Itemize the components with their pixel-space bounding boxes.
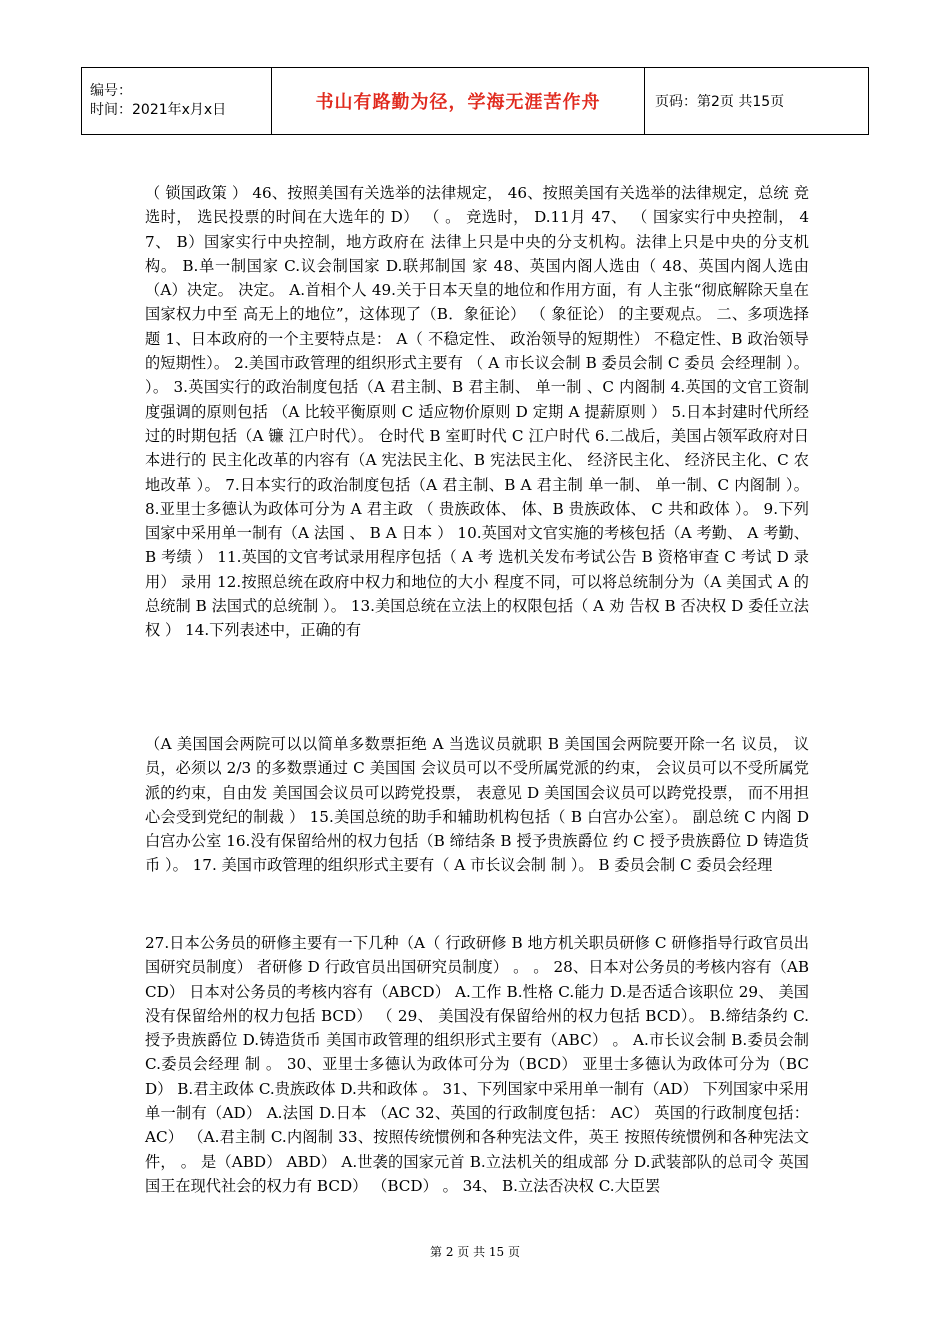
header-table <box>81 67 869 135</box>
header-page-info: 页码：第2页 共15页 <box>645 68 869 135</box>
page-footer: 第 2 页 共 15 页 <box>430 1245 520 1259</box>
doc-time-label: 时间：2021年x月x日 <box>90 102 227 118</box>
body-paragraph-3: 27.日本公务员的研修主要有一下几种（A（ 行政研修 B 地方机关职员研修 C 研修指导行政官员出国研究员制度） 者研修 D 行政官员出国研究员制度） 。 。 28、日本对公务员的考核内容有（ABCD） 日本对公务员的考核内容有（ABCD） A.工作 B.性格 C.能力 D.是否适合该职位 29、 美国没有保留给州的权力包括 BCD） （ 29、 美国没有保留给州的权力包括 BCD）。 B.缔结条约 C.授予贵族爵位 D.铸造货币 美国市政管理的组织形式主要有（ABC） 。 A.市长议会制 B.委员会制 C.委员会经理 制 。 30、亚里士多德认为政体可分为（BCD） 亚里士多德认为政体可分为（BCD） B.君主政体 C.贵族政体 D.共和政体 。 31、下列国家中采用单一制有（AD） 下列国家中采用单一制有（AD） A.法国 D.日本 （AC 32、英国的行政制度包括： AC） 英国的行政制度包括： AC） （A.君主制 C.内阁制 33、按照传统惯例和各种宪法文件，英王 按照传统惯例和各种宪法文件， 。 是（ABD） ABD） A.世袭的国家元首 B.立法机关的组成部 分 D.武装部队的总司令 英国国王在现代社会的权力有 BCD） （BCD） 。 34、 B.立法否决权 C.大臣罢 <box>145 934 809 1195</box>
body-paragraph-1: （ 锁国政策 ） 46、按照美国有关选举的法律规定， 46、按照美国有关选举的法律规定，总统 竞选时， 选民投票的时间在大选年的 D） （ 。 竞选时， D.11月 47、 （ 国家实行中央控制， 47、 B）国家实行中央控制，地方政府在 法律上只是中央的分支机构。法律上只是中央的分支机构。 B.单一制国家 C.议会制国家 D.联邦制国 家 48、英国内阁人选由（ 48、英国内阁人选由（A）决定。 决定。 A.首相个人 49.关于日本天皇的地位和作用方面，有 人主张“彻底解除天皇在国家权力中至 高无上的地位”，这体现了（B．象征论） （ 象征论） 的主要观点。 二、多项选择题 1、日本政府的一个主要特点是： A（ 不稳定性、 政治领导的短期性） 不稳定性、B 政治领导的短期性）。 2.美国市政管理的组织形式主要有 （ A 市长议会制 B 委员会制 C 委员 会经理制 ）。 ）。 3.英国实行的政治制度包括（A 君主制、B 君主制、 单一制 、C 内阁制 4.英国的文官工资制度强调的原则包括 （A 比较平衡原则 C 适应物价原则 D 定期 A 提薪原则 ） 5.日本封建时代所经过的时期包括（A 镰 江户时代）。 仓时代 B 室町时代 C 江户时代 6.二战后，美国占领军政府对日本进行的 民主化改革的内容有（A 宪法民主化、B 宪法民主化、 经济民主化、 经济民主化、C 农地改革 ）。 7.日本实行的政治制度包括（A 君主制、B A 君主制 单一制、 单一制、C 内阁制 ）。 8.亚里士多德认为政体可分为 A 君主政 （ 贵族政体、 体、B 贵族政体、 C 共和政体 ）。 9.下列国家中采用单一制有（A 法国 、 B A 日本 ） 10.英国对文官实施的考核包括（A 考勤、 A 考勤、 B 考绩 ） 11.英国的文官考试录用程序包括（ A 考 选机关发布考试公告 B 资格审查 C 考试 D 录用） 录用 12.按照总统在政府中权力和地位的大小 程度不同，可以将总统制分为（A 美国式 A 的总统制 B 法国式的总统制 ）。 13.美国总统在立法上的权限包括（ A 劝 告权 B 否决权 D 委任立法权 ） 14.下列表述中，正确的有 <box>145 184 809 640</box>
header-meta-cell <box>82 68 272 135</box>
header-motto: 书山有路勤为径，学海无涯苦作舟 <box>272 68 645 135</box>
doc-number-label: 编号： <box>90 83 132 99</box>
body-paragraph-2: （A 美国国会两院可以以简单多数票拒绝 A 当选议员就职 B 美国国会两院要开除一名 议员， 议员，必须以 2/3 的多数票通过 C 美国国 会议员可以不受所属党派的约束， 会议员可以不受所属党派的约束，自由发 美国国会议员可以跨党投票， 表意见 D 美国国会议员可以跨党投票， 而不用担心会受到党纪的制裁 ） 15.美国总统的助手和辅助机构包括（ B 白宫办公室）。 副总统 C 内阁 D 白宫办公室 16.没有保留给州的权力包括（B 缔结条 B 授予贵族爵位 约 C 授予贵族爵位 D 铸造货币 ）。 17. 美国市政管理的组织形式主要有（ A 市长议会制 制 ）。 B 委员会制 C 委员会经理 <box>145 735 809 875</box>
